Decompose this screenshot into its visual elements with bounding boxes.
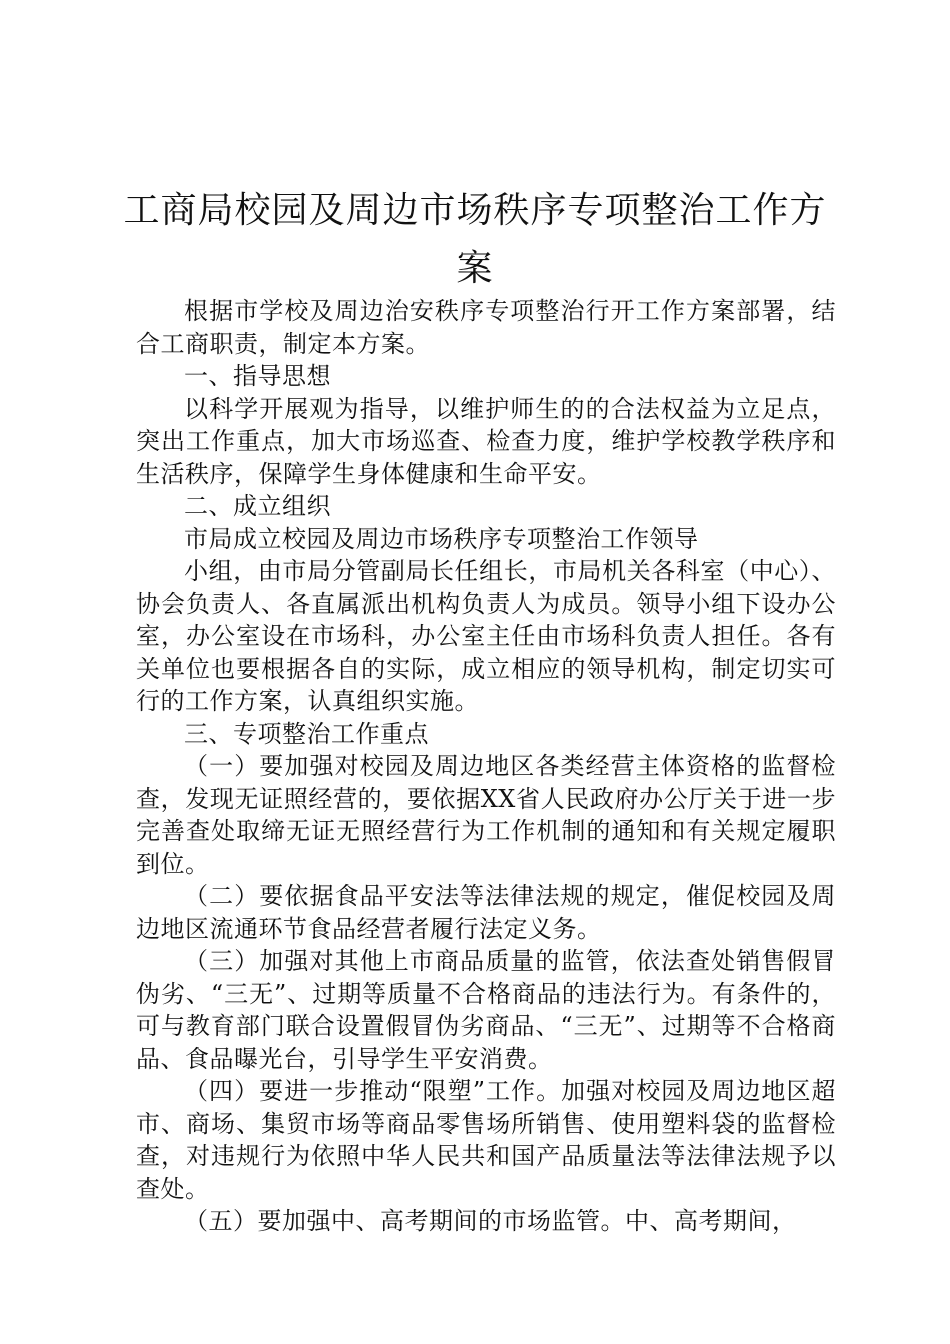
section-heading-key-work: 三、专项整治工作重点 [184, 719, 429, 748]
paragraph-key-work-3: （三）加强对其他上市商品质量的监管，依法查处销售假冒伪劣、“三无”、过期等质量不合格商品的违法行为。有条件的，可与教育部门联合设置假冒伪劣商品、“三无”、过期等不合格商品、食品曝光台，引导学生平安消费。 [136, 947, 836, 1073]
paragraph-key-work-1: （一）要加强对校园及周边地区各类经营主体资格的监督检查，发现无证照经营的，要依据XX省人民政府办公厅关于进一步完善查处取缔无证无照经营行为工作机制的通知和有关规定履职到位。 [136, 752, 836, 878]
section-heading-guiding-thought: 一、指导思想 [184, 362, 331, 390]
paragraph-key-work-4: （四）要进一步推动“限塑”工作。加强对校园及周边地区超市、商场、集贸市场等商品零售场所销售、使用塑料袋的监督检查，对违规行为依照中华人民共和国产品质量法等法律法规予以查处。 [136, 1077, 836, 1203]
paragraph-organization-lead: 市局成立校园及周边市场秩序专项整治工作领导 [184, 524, 699, 553]
document-body [136, 295, 836, 1238]
paragraph-key-work-5: （五）要加强中、高考期间的市场监管。中、高考期间， [184, 1207, 797, 1235]
paragraph-organization: 小组，由市局分管副局长任组长，市局机关各科室（中心）、协会负责人、各直属派出机构负责人为成员。领导小组下设办公室，办公室设在市场科，办公室主任由市场科负责人担任。各有关单位也要根据各自的实际，成立相应的领导机构，制定切实可行的工作方案，认真组织实施。 [136, 557, 836, 715]
section-heading-organization: 二、成立组织 [184, 492, 331, 520]
paragraph-guiding-thought: 以科学开展观为指导，以维护师生的的合法权益为立足点，突出工作重点，加大市场巡查、检查力度，维护学校教学秩序和生活秩序，保障学生身体健康和生命平安。 [136, 394, 836, 488]
intro-paragraph: 根据市学校及周边治安秩序专项整治行开工作方案部署，结合工商职责，制定本方案。 [136, 297, 836, 358]
document-title: 工商局校园及周边市场秩序专项整治工作方案 [123, 190, 827, 289]
paragraph-key-work-2: （二）要依据食品平安法等法律法规的规定，催促校园及周边地区流通环节食品经营者履行法定义务。 [136, 882, 836, 943]
